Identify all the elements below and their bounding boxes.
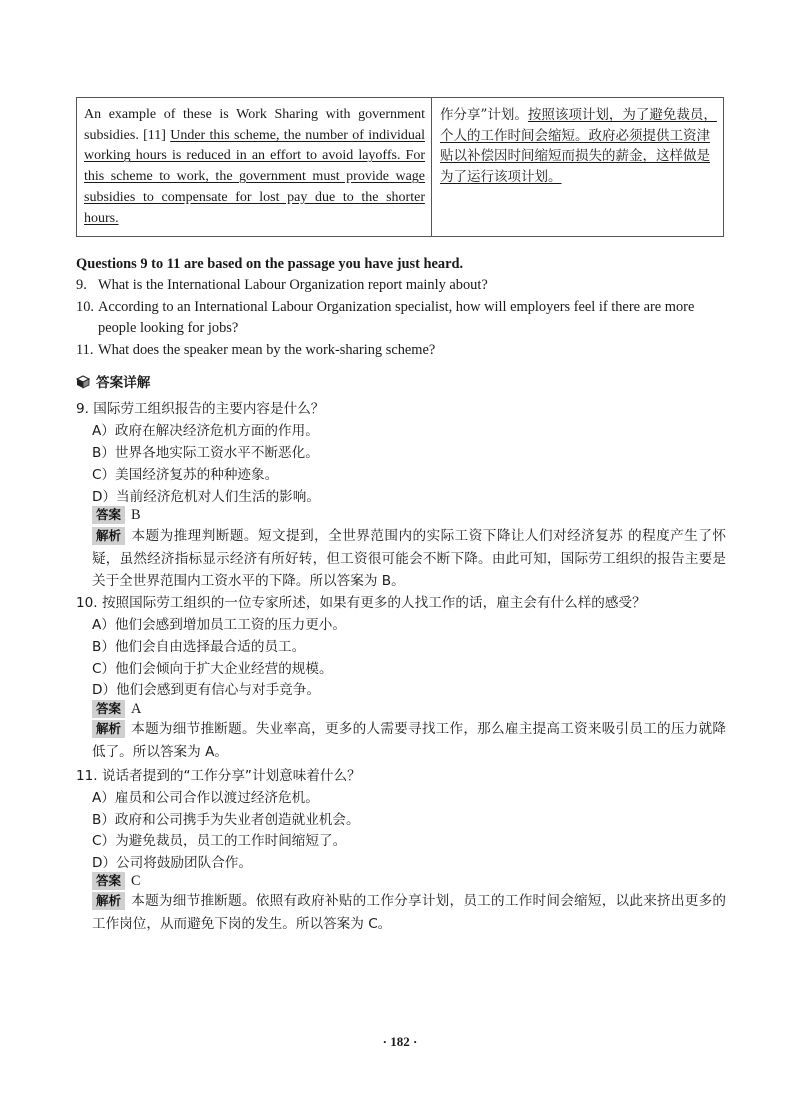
transcript-english-intro: An example of these is Work Sharing with government subsidies. [11] <box>84 107 425 143</box>
item-11-answer-value: C <box>131 873 141 889</box>
item-11-option-c: C）为避免裁员，员工的工作时间缩短了。 <box>92 833 347 849</box>
page-number: · 182 · <box>382 1034 418 1049</box>
item-10-answer <box>92 700 141 718</box>
analysis-label: 解析 <box>92 720 125 738</box>
item-9-option-b: B）世界各地实际工资水平不断恶化。 <box>92 445 319 461</box>
item-11-option-d: D）公司将鼓励团队合作。 <box>92 855 252 871</box>
item-10-analysis-text: 本题为细节推断题。失业率高，更多的人需要寻找工作，那么雇主提高工资来吸引员工的压力就降低了。所以答案为 A。 <box>92 721 726 760</box>
questions-heading: Questions 9 to 11 are based on the passage you have just heard. <box>76 256 464 272</box>
question-9-text: What is the International Labour Organization report mainly about? <box>98 277 488 293</box>
item-10-option-c: C）他们会倾向于扩大企业经营的规模。 <box>92 661 333 677</box>
item-9-analysis <box>92 525 726 593</box>
answer-label: 答案 <box>92 506 125 524</box>
answer-section-heading <box>76 371 150 391</box>
item-9-answer <box>92 506 141 524</box>
transcript-english-cell <box>77 98 432 236</box>
item-11-option-b: B）政府和公司携手为失业者创造就业机会。 <box>92 812 360 828</box>
item-10-option-d: D）他们会感到更有信心与对手竞争。 <box>92 682 320 698</box>
question-10-text: According to an International Labour Organization specialist, how will employers feel if there are more <box>98 299 695 315</box>
transcript-table <box>76 97 724 237</box>
item-11-question: 11. 说话者提到的“工作分享”计划意味着什么？ <box>76 768 361 784</box>
item-11-option-a: A）雇员和公司合作以渡过经济危机。 <box>92 790 319 806</box>
item-9-option-a: A）政府在解决经济危机方面的作用。 <box>92 423 319 439</box>
item-9-option-d: D）当前经济危机对人们生活的影响。 <box>92 489 320 505</box>
answer-label: 答案 <box>92 872 125 890</box>
item-11-analysis <box>92 890 726 935</box>
analysis-label: 解析 <box>92 527 125 545</box>
item-10-question: 10. 按照国际劳工组织的一位专家所述，如果有更多的人找工作的话，雇主会有什么样的感受？ <box>76 595 646 611</box>
item-10-analysis <box>92 718 726 763</box>
answer-label: 答案 <box>92 700 125 718</box>
answer-section-title: 答案详解 <box>96 375 151 391</box>
cube-icon <box>76 375 90 389</box>
item-10-option-b: B）他们会自由选择最合适的员工。 <box>92 639 306 655</box>
question-10-text-cont: people looking for jobs? <box>98 320 239 336</box>
transcript-english-underlined: Under this scheme, the number of individual working hours is reduced in an effort to avoid layoffs. For this scheme to work, the government must provide wage subsidies to compensate for lost pay due to the shorter hours. <box>84 127 425 226</box>
item-11-answer <box>92 872 141 890</box>
item-9-option-c: C）美国经济复苏的种种迹象。 <box>92 467 279 483</box>
question-11-text: What does the speaker mean by the work-sharing scheme? <box>98 342 436 358</box>
analysis-label: 解析 <box>92 892 125 910</box>
item-9-answer-value: B <box>131 507 141 523</box>
transcript-chinese-plain: 作分享”计划。 <box>440 107 528 123</box>
item-11-analysis-text: 本题为细节推断题。依照有政府补贴的工作分享计划，员工的工作时间会缩短，以此来挤出更多的工作岗位，从而避免下岗的发生。所以答案为 C。 <box>92 893 726 932</box>
question-9-number: 9. <box>76 277 87 293</box>
question-11-number: 11. <box>76 342 94 358</box>
item-9-analysis-text: 本题为推理判断题。短文提到，全世界范围内的实际工资下降让人们对经济复苏 的程度产生了怀疑，虽然经济指标显示经济有所好转，但工资很可能会不断下降。由此可知，国际劳工组织的报告主要是关于全世界范围内工资水平的下降。所以答案为 B。 <box>92 528 726 589</box>
transcript-chinese-cell <box>432 98 723 236</box>
item-9-question: 9. 国际劳工组织报告的主要内容是什么？ <box>76 401 325 417</box>
transcript-chinese-underlined: 按照该项计划，为了避免裁员，个人的工作时间会缩短。政府必须提供工资津贴以补偿因时间缩短而损失的薪金，这样做是为了运行该项计划。 <box>440 107 717 186</box>
question-10-number: 10. <box>76 299 94 315</box>
item-10-answer-value: A <box>131 701 142 717</box>
item-10-option-a: A）他们会感到增加员工工资的压力更小。 <box>92 617 346 633</box>
